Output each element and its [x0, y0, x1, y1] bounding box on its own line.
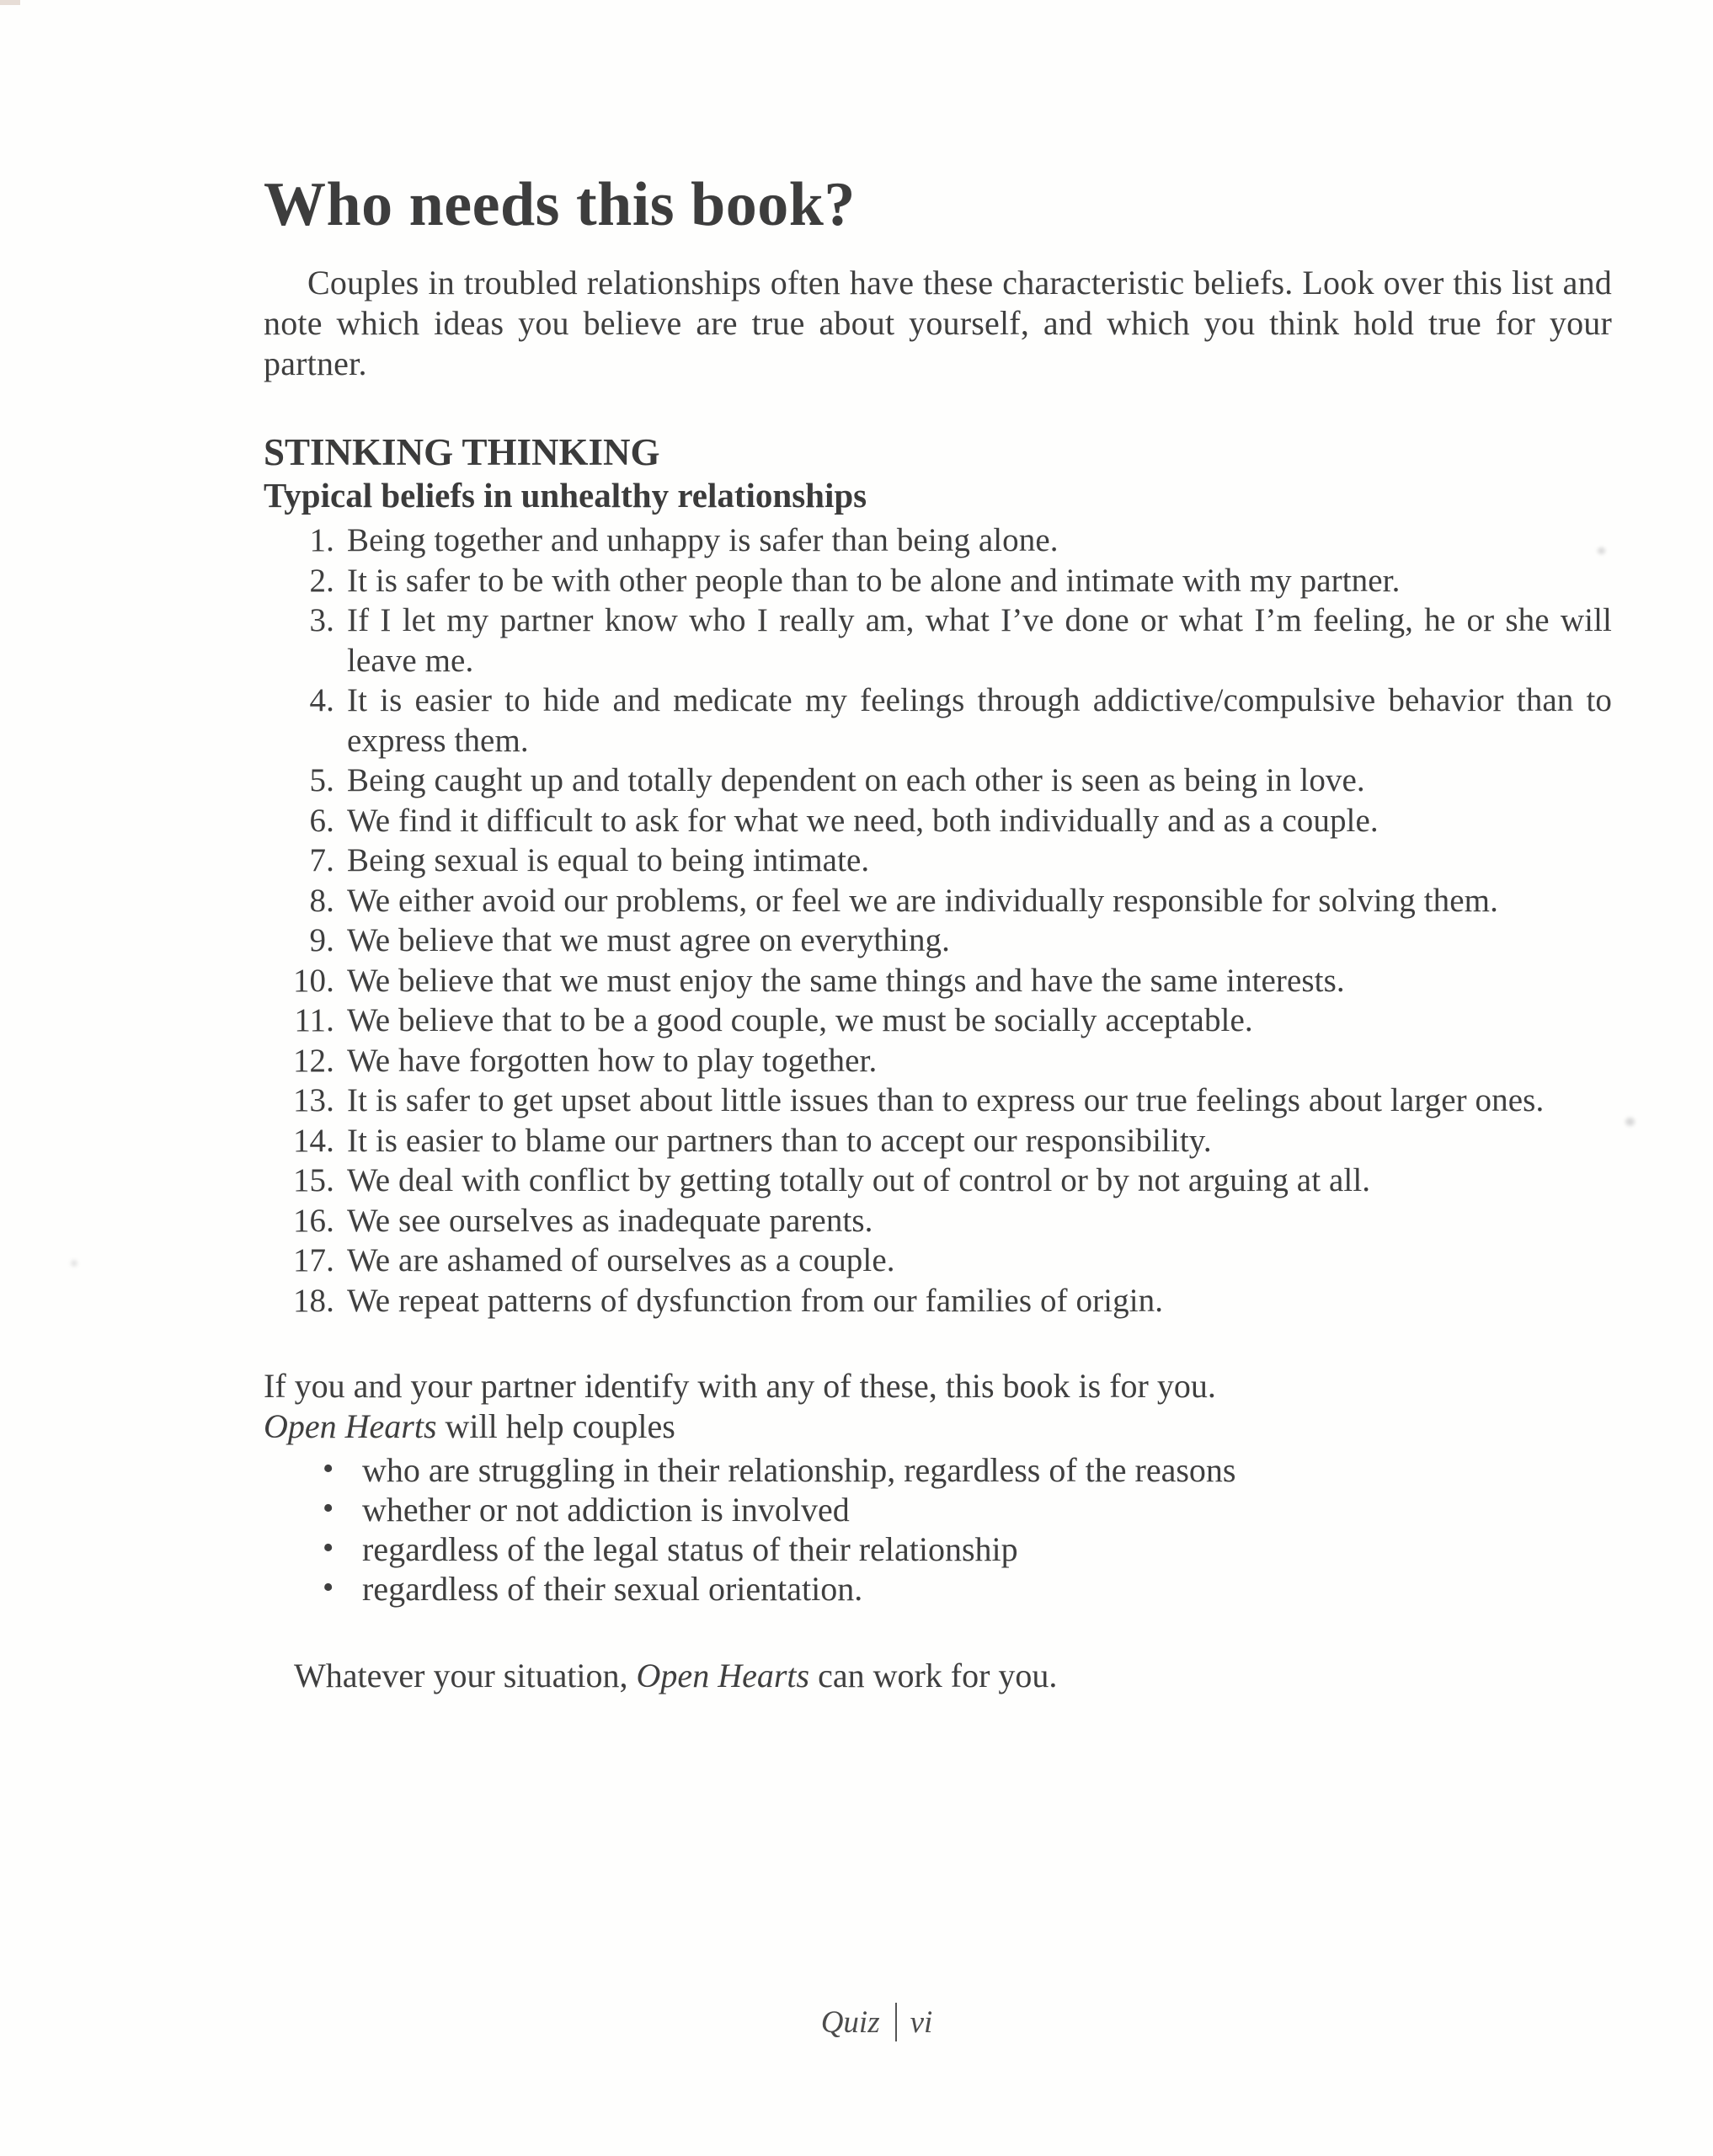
final-line-pre: Whatever your situation, [294, 1657, 637, 1694]
belief-item-6: We find it difficult to ask for what we need, both individually and as a couple. [347, 802, 1379, 839]
footer-section-label: Quiz [820, 2005, 880, 2040]
footer-page-number: vi [910, 2005, 933, 2040]
belief-item-5: Being caught up and totally dependent on each other is seen as being in love. [347, 762, 1365, 798]
page-title: Who needs this book? [264, 170, 856, 239]
belief-item-1: Being together and unhappy is safer than being alone. [347, 522, 1059, 558]
belief-item-18: We repeat patterns of dysfunction from our families of origin. [347, 1282, 1164, 1319]
final-line [264, 1656, 1612, 1696]
belief-item-13: It is safer to get upset about little issues than to express our true feelings about larger ones. [347, 1082, 1545, 1118]
help-line [264, 1406, 1612, 1447]
belief-item-16: We see ourselves as inadequate parents. [347, 1202, 873, 1239]
belief-item-10: We believe that we must enjoy the same things and have the same interests. [347, 962, 1345, 999]
page-footer [0, 2003, 1713, 2042]
belief-item-14: It is easier to blame our partners than to accept our responsibility. [347, 1122, 1212, 1159]
belief-item-2: It is safer to be with other people than to be alone and intimate with my partner. [347, 562, 1401, 599]
book-title-italic: Open Hearts [264, 1407, 437, 1445]
belief-item-17: We are ashamed of ourselves as a couple. [347, 1242, 895, 1278]
beliefs-list [264, 520, 1612, 1321]
bullet-item-4: • regardless of their sexual orientation. [264, 1569, 1612, 1609]
belief-item-15: We deal with conflict by getting totally out of control or by not arguing at all. [347, 1162, 1371, 1198]
belief-item-11: We believe that to be a good couple, we must be socially acceptable. [347, 1002, 1253, 1038]
bullet-item-2: • whether or not addiction is involved [264, 1490, 1612, 1529]
belief-item-8: We either avoid our problems, or feel we are individually responsible for solving them. [347, 882, 1498, 919]
help-line-rest: will help couples [436, 1407, 675, 1445]
bullet-item-1: • who are struggling in their relationship, regardless of the reasons [264, 1450, 1612, 1490]
intro-paragraph: Couples in troubled relationships often have these characteristic beliefs. Look over this list and note which ideas you believe are true about yourself, and which you think hold true for your partner. [264, 264, 1612, 382]
belief-item-4: It is easier to hide and medicate my feelings through addictive/compulsive behavior than to express them. [347, 682, 1612, 759]
section-subheading: Typical beliefs in unhealthy relationships [264, 476, 867, 515]
belief-item-3: If I let my partner know who I really am, what I’ve done or what I’m feeling, he or she will leave me. [347, 602, 1612, 679]
belief-item-7: Being sexual is equal to being intimate. [347, 842, 870, 878]
belief-item-12: We have forgotten how to play together. [347, 1042, 878, 1079]
footer-inner [821, 2003, 933, 2042]
final-line-post: can work for you. [809, 1657, 1058, 1694]
identify-line: If you and your partner identify with any of these, this book is for you. [264, 1367, 1216, 1405]
book-title-italic: Open Hearts [636, 1657, 810, 1694]
bullet-item-3: • regardless of the legal status of their relationship [264, 1529, 1612, 1569]
section-heading: STINKING THINKING [264, 431, 660, 473]
footer-divider [895, 2003, 897, 2041]
audience-bullet-list [264, 1450, 1612, 1609]
belief-item-9: We believe that we must agree on everything. [347, 922, 950, 958]
